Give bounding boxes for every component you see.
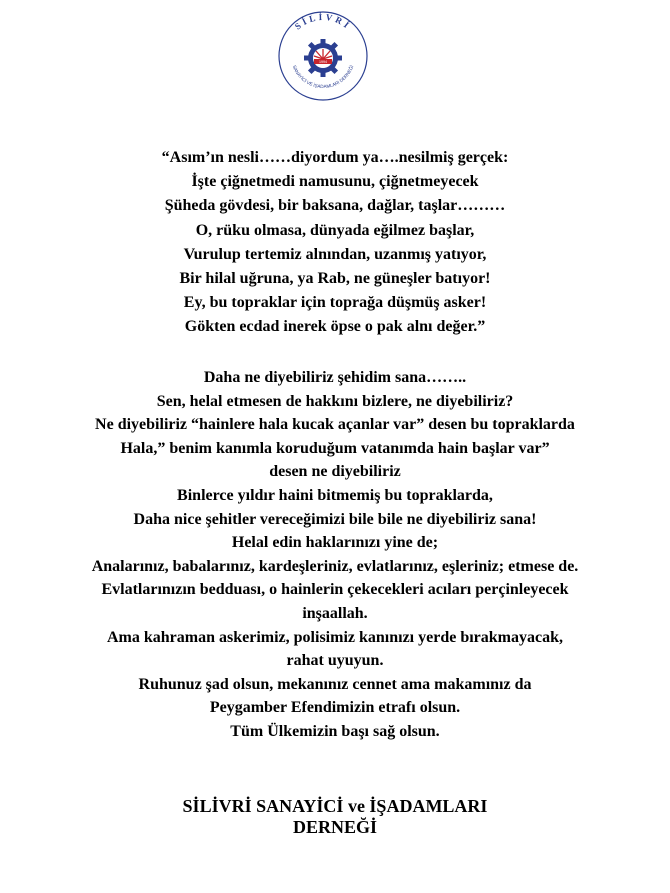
poem-block [0,146,670,340]
message-line: Peygamber Efendimizin etrafı olsun. [209,699,461,717]
poem-line: İşte çiğnetmedi namusunu, çiğnetmeyecek [191,173,479,191]
silivri-emblem-icon [271,4,375,108]
poem-line: O, rüku olmasa, dünyada eğilmez başlar, [195,221,475,239]
message-line: desen ne diyebiliriz [269,463,401,481]
logo-arc-text: SİLİVRİ [292,11,354,32]
logo-year: 1994 [319,60,327,64]
poem-line: Vurulup tertemiz alnından, uzanmış yatıyor, [183,245,487,263]
poem-line: “Asım’ın nesli……diyordum ya….nesilmiş gerçek: [161,149,509,166]
message-line: Helal edin haklarınızı yine de; [231,534,439,552]
message-line: Ruhunuz şad olsun, mekanınız cennet ama makamınız da [138,675,532,693]
message-line: Evlatlarınızın bedduası, o hainlerin çekecekleri acıları perçinleyecek [101,581,569,599]
message-line: Binlerce yıldır haini bitmemiş bu topraklarda, [177,486,493,504]
condolence-message [0,366,670,744]
svg-text:SİLİVRİ [293,12,353,32]
logo-side-text: SANAYİCİ VE İŞADAMLARI DERNEĞİ [291,64,355,90]
signature-line-1: SİLİVRİ SANAYİCİ ve İŞADAMLARI [182,796,488,816]
poem-line: Şüheda gövdesi, bir baksana, dağlar, taşlar……… [164,197,506,215]
message-line: Tüm Ülkemizin başı sağ olsun. [230,722,440,740]
message-line: Ama kahraman askerimiz, polisimiz kanınızı yerde bırakmayacak, [107,628,563,646]
poem-line: Bir hilal uğruna, ya Rab, ne güneşler batıyor! [179,270,491,288]
signature-block [0,796,670,838]
message-line: Hala,” benim kanımla koruduğum vatanımda hain başlar var” [120,439,550,457]
poem-line: Ey, bu topraklar için toprağa düşmüş asker! [183,294,487,312]
message-line: rahat uyuyun. [286,652,384,670]
message-line: Ne diyebiliriz “hainlere hala kucak açanlar var” desen bu topraklarda [95,416,575,434]
message-line: inşaallah. [302,604,368,622]
poem-line: Gökten ecdad inerek öpse o pak alnı değer.” [184,318,486,336]
message-line: Analarınız, babalarınız, kardeşleriniz, evlatlarınız, eşleriniz; etmese de. [91,557,579,575]
association-logo [271,4,375,108]
message-line: Daha ne diyebiliriz şehidim sana…….. [203,369,467,386]
message-line: Sen, helal etmesen de hakkını bizlere, ne diyebiliriz? [156,392,514,410]
signature-line-2: DERNEĞİ [292,817,377,837]
message-line: Daha nice şehitler vereceğimizi bile bile ne diyebiliriz sana! [133,510,537,528]
